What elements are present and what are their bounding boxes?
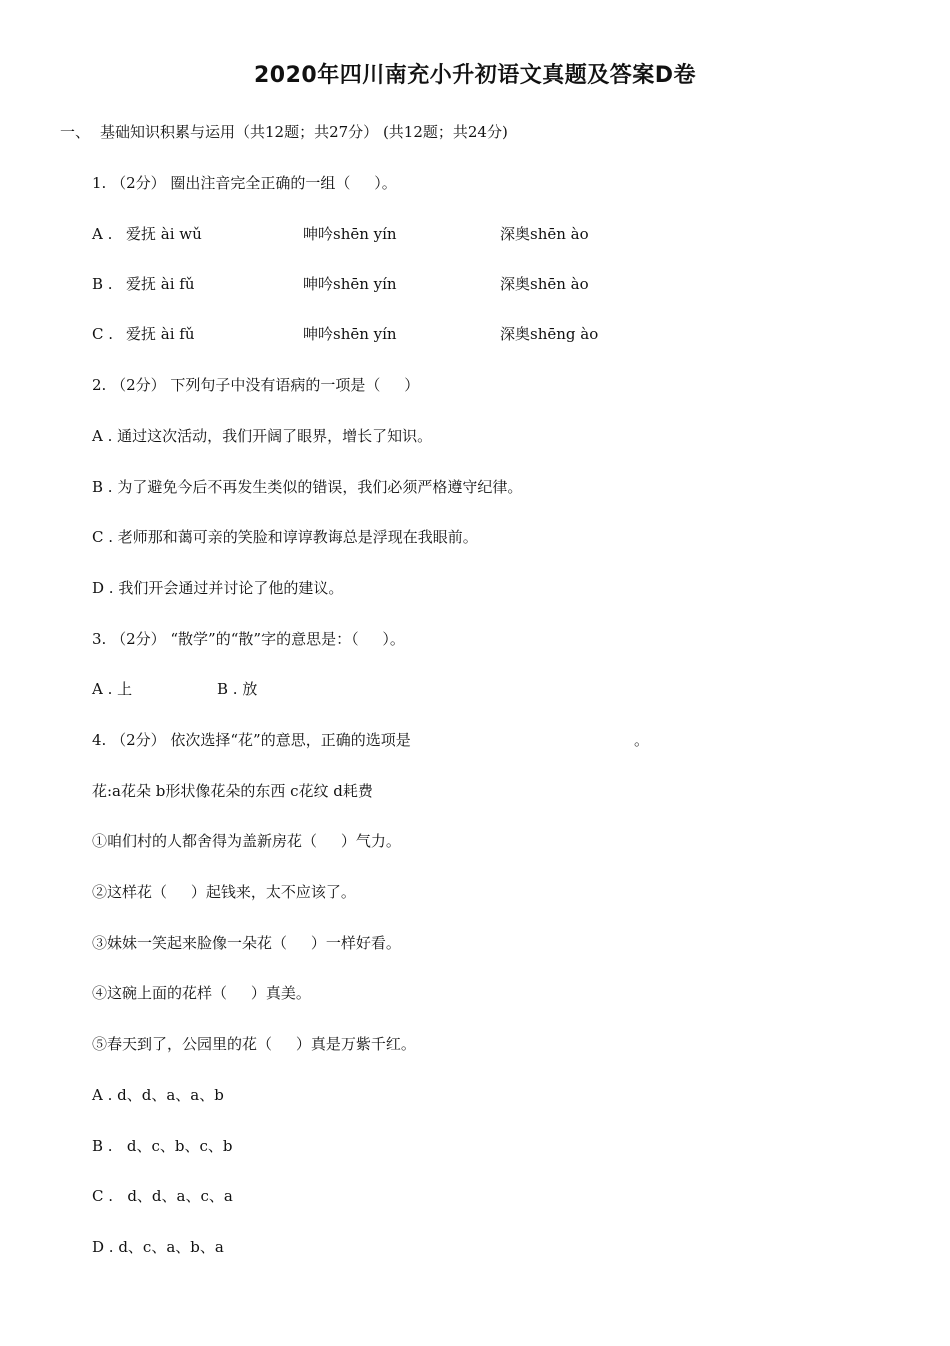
question-2-stem: 2. （2分） 下列句子中没有语病的一项是（ ） [92, 376, 420, 394]
option-c-col-2: 呻吟shēn yín [303, 325, 397, 343]
option-c-label: C . [92, 325, 114, 343]
question-4-item-5: ⑤春天到了，公园里的花（ ）真是万紫千红。 [92, 1035, 416, 1053]
question-2-option-b: B . 为了避免今后不再发生类似的错误，我们必须严格遵守纪律。 [92, 478, 523, 496]
question-4-item-2: ②这样花（ ）起钱来，太不应该了。 [92, 883, 356, 901]
question-4-option-d: D . d、c、a、b、a [92, 1238, 224, 1256]
question-2-option-c: C . 老师那和蔼可亲的笑脸和谆谆教诲总是浮现在我眼前。 [92, 528, 478, 546]
option-a-col-3: 深奥shēn ào [500, 225, 589, 243]
option-b-label: B . [92, 275, 113, 293]
option-a-label: A . [92, 225, 113, 243]
question-2-option-d: D . 我们开会通过并讨论了他的建议。 [92, 579, 344, 597]
option-a-col-2: 呻吟shēn yín [303, 225, 397, 243]
question-4-stem-end: 。 [634, 731, 650, 749]
question-4-option-c: C . d、d、a、c、a [92, 1187, 233, 1205]
option-c-col-1: 爱抚 ài fǔ [126, 325, 195, 343]
section-number: 一、 [60, 123, 91, 141]
question-4-option-a: A . d、d、a、a、b [92, 1086, 224, 1104]
question-4-stem: 4. （2分） 依次选择“花”的意思，正确的选项是 [92, 731, 411, 749]
page-title: 2020年四川南充小升初语文真题及答案D卷 [254, 63, 696, 88]
question-4-item-3: ③妹妹一笑起来脸像一朵花（ ）一样好看。 [92, 934, 401, 952]
question-4-option-b: B . d、c、b、c、b [92, 1137, 233, 1155]
question-1-stem: 1. （2分） 圈出注音完全正确的一组（ ）。 [92, 174, 397, 192]
option-b-col-3: 深奥shēn ào [500, 275, 589, 293]
question-4-item-4: ④这碗上面的花样（ ）真美。 [92, 984, 311, 1002]
option-c-col-3: 深奥shēng ào [500, 325, 599, 343]
option-b-col-2: 呻吟shēn yín [303, 275, 397, 293]
question-4-item-1: ①咱们村的人都舍得为盖新房花（ ）气力。 [92, 832, 401, 850]
option-b-col-1: 爱抚 ài fǔ [126, 275, 195, 293]
section-heading: 基础知识积累与运用（共12题；共27分） (共12题；共24分) [100, 123, 508, 141]
question-3-stem: 3. （2分） “散学”的“散”字的意思是：（ ）。 [92, 630, 405, 648]
question-4-meanings: 花:a花朵 b形状像花朵的东西 c花纹 d耗费 [92, 782, 373, 800]
option-a-col-1: 爱抚 ài wǔ [126, 225, 202, 243]
question-2-option-a: A . 通过这次活动，我们开阔了眼界，增长了知识。 [92, 427, 433, 445]
question-3-option-a: A . 上 [92, 680, 133, 698]
question-3-option-b: B . 放 [217, 680, 258, 698]
